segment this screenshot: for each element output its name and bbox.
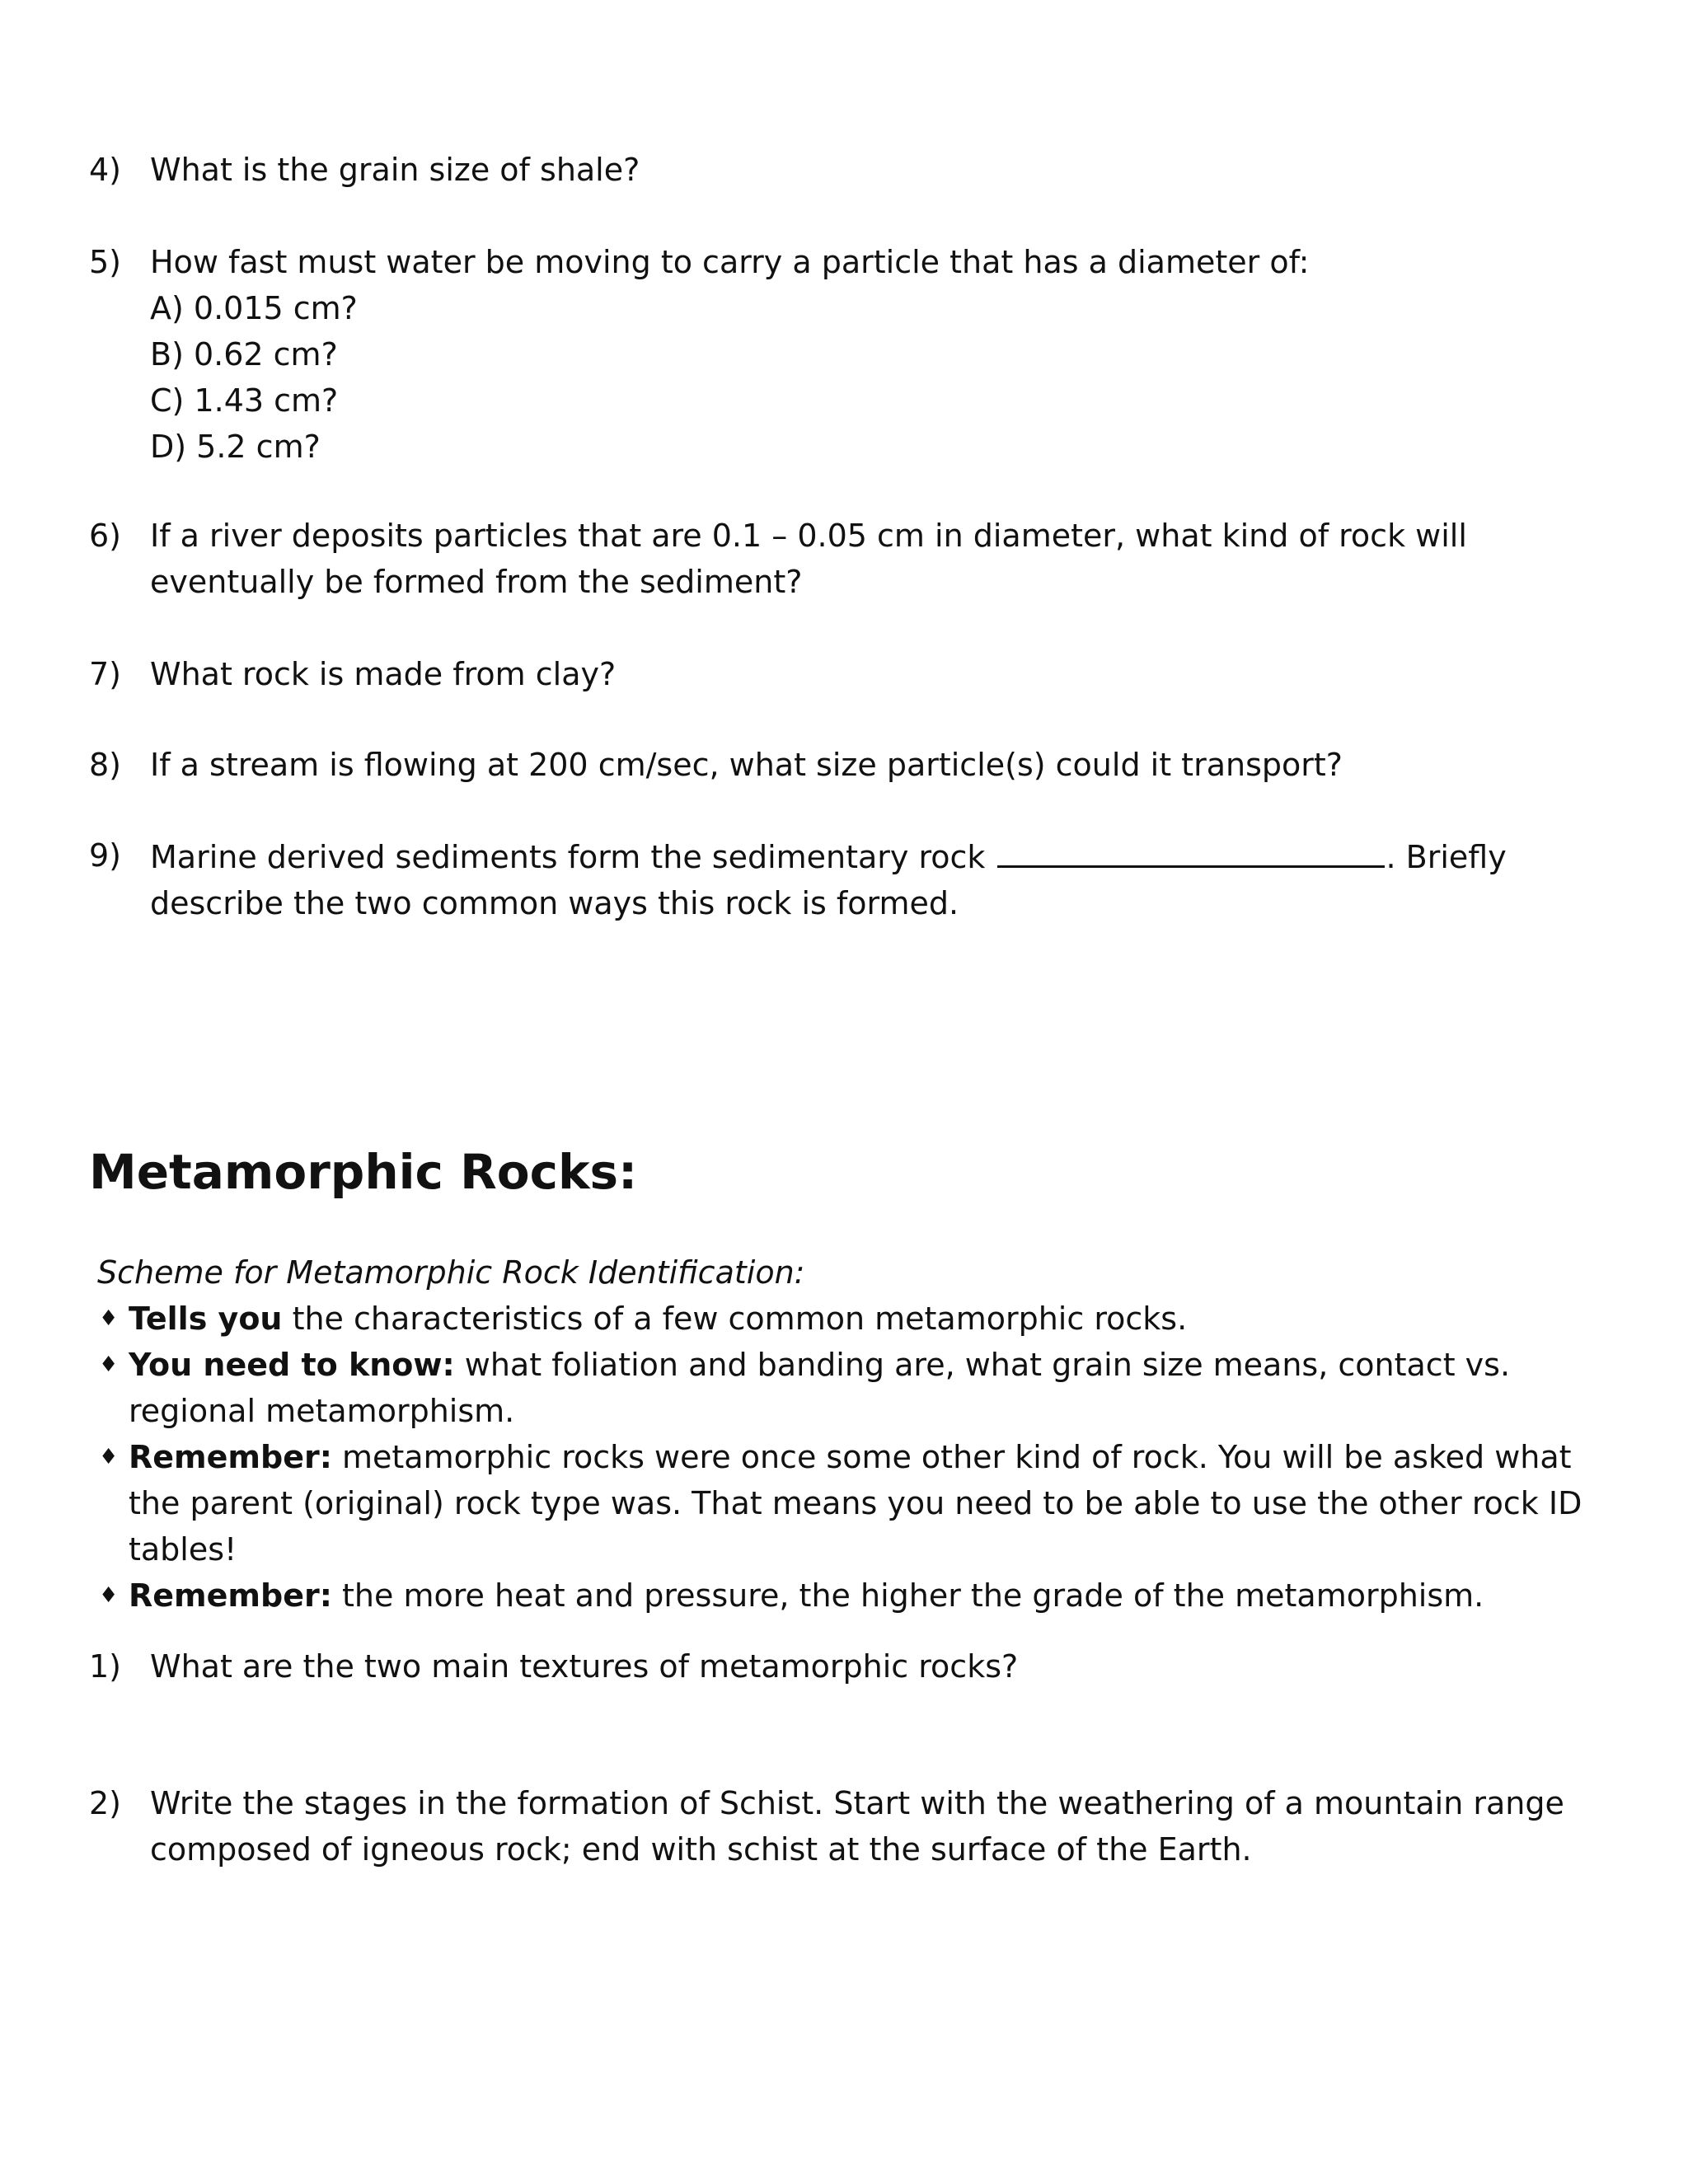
bullet-bold: Remember: [129,1577,332,1614]
bullet-text: the more heat and pressure, the higher the grade of the metamorphism. [331,1577,1484,1614]
diamond-bullet-icon: ♦ [99,1306,119,1331]
question-text: What is the grain size of shale? [150,152,640,188]
question-metamorphic-2 [89,1780,1622,1872]
question-text-after: . Briefly describe the two common ways this rock is formed. [150,839,1507,921]
question-number: 4) [89,152,122,188]
option-a: A) 0.015 cm? [150,290,358,326]
question-9 [89,832,1622,926]
question-text: What are the two main textures of metamorphic rocks? [150,1648,1019,1685]
bullet-item [89,1342,1622,1434]
question-6 [89,513,1622,605]
option-d: D) 5.2 cm? [150,429,321,465]
question-number: 6) [89,518,122,554]
bullet-list [89,1296,1622,1619]
question-4 [89,147,1622,193]
diamond-bullet-icon: ♦ [99,1583,119,1608]
bullet-text: what foliation and banding are, what grain size means, contact vs. regional metamorphism. [129,1347,1511,1429]
bullet-bold: You need to know: [129,1347,455,1383]
question-text: If a river deposits particles that are 0.1 – 0.05 cm in diameter, what kind of rock will eventually be formed from the sediment? [150,518,1467,600]
question-number: 5) [89,244,122,280]
scheme-heading: Scheme for Metamorphic Rock Identification: [97,1254,805,1291]
bullet-bold: Remember: [129,1439,332,1475]
bullet-text: the characteristics of a few common metamorphic rocks. [282,1301,1188,1337]
option-c: C) 1.43 cm? [150,382,339,419]
bullet-bold: Tells you [129,1301,283,1337]
diamond-bullet-icon: ♦ [99,1352,119,1377]
bullet-item [89,1296,1622,1342]
diamond-bullet-icon: ♦ [99,1445,119,1469]
question-number: 8) [89,747,122,783]
question-text-before: Marine derived sediments form the sedimentary rock [150,839,986,875]
question-text: Write the stages in the formation of Schist. Start with the weathering of a mountain range composed of igneous rock; end with schist at the surface of the Earth. [150,1785,1564,1868]
question-8 [89,742,1622,788]
bullet-text: metamorphic rocks were once some other kind of rock. You will be asked what the parent (original) rock type was. That means you need to be able to use the other rock ID tables! [129,1439,1582,1568]
bullet-item [89,1572,1622,1619]
section-title: Metamorphic Rocks: [89,1144,638,1200]
answer-blank [997,832,1385,868]
question-text: How fast must water be moving to carry a particle that has a diameter of: [150,244,1310,280]
question-number: 2) [89,1785,122,1821]
question-number: 1) [89,1648,122,1685]
question-metamorphic-1 [89,1643,1622,1690]
question-text: If a stream is flowing at 200 cm/sec, what size particle(s) could it transport? [150,747,1343,783]
question-number: 7) [89,656,122,692]
question-5 [89,239,1622,470]
bullet-item [89,1434,1622,1572]
question-number: 9) [89,837,122,874]
question-7 [89,651,1622,697]
question-text: What rock is made from clay? [150,656,617,692]
option-b: B) 0.62 cm? [150,336,338,373]
